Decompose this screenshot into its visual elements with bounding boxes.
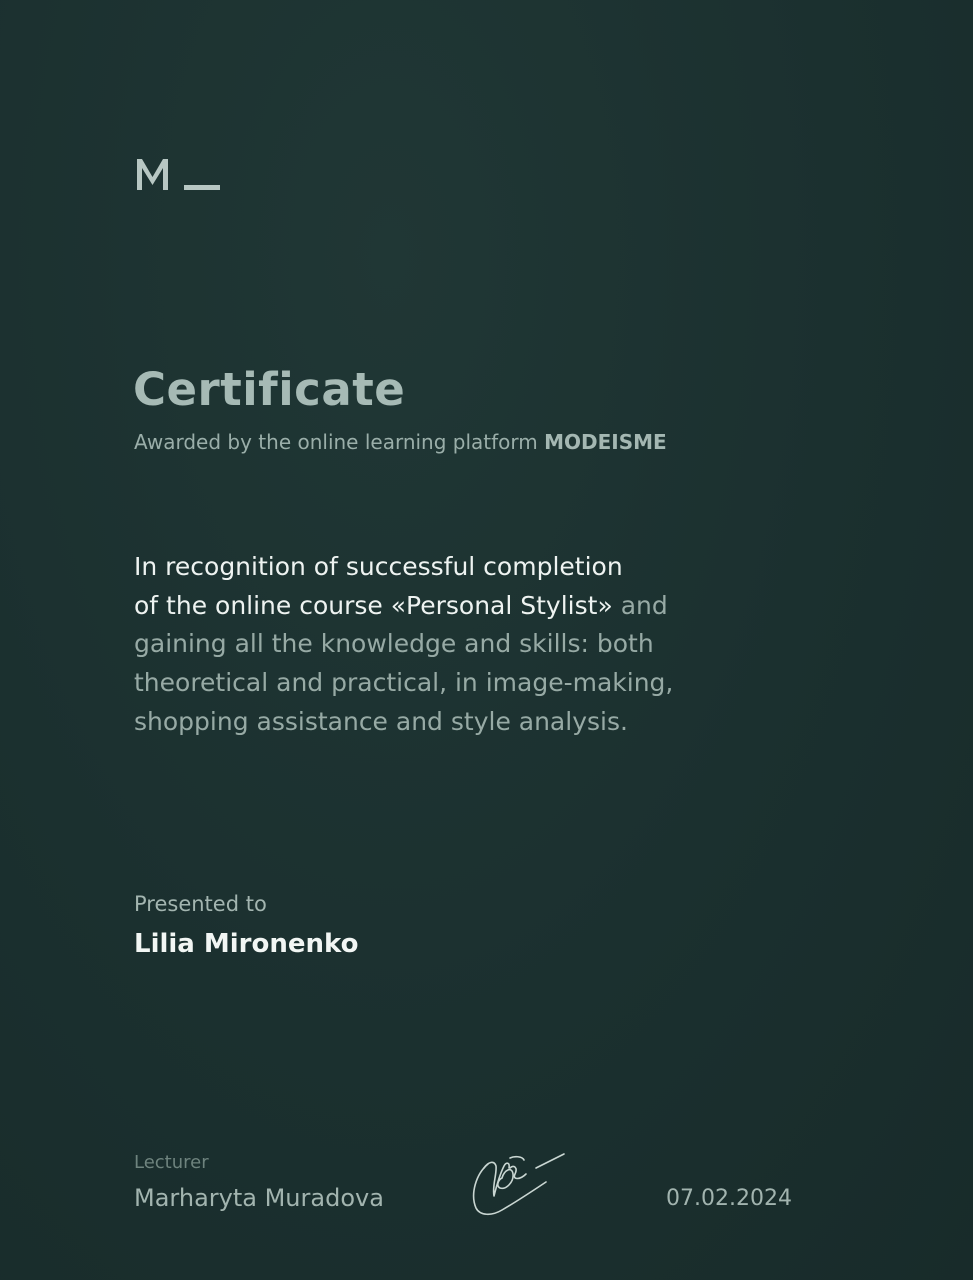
lecturer-signature: [466, 1146, 570, 1220]
certificate-title: Certificate: [133, 363, 406, 416]
certificate-subtitle: [134, 428, 667, 456]
lecturer-name: Marharyta Muradova: [134, 1184, 384, 1212]
presented-to-label: Presented to: [134, 892, 267, 916]
body-line-4: theoretical and practical, in image-making,: [134, 668, 674, 698]
modeisme-logo: [134, 150, 224, 198]
issue-date: 07.02.2024: [666, 1186, 792, 1211]
body-line-2: [134, 587, 774, 626]
course-name: of the online course «Personal Stylist»: [134, 590, 613, 620]
body-line-5: shopping assistance and style analysis.: [134, 706, 628, 736]
certificate-body-text: [134, 548, 774, 742]
body-line-1: In recognition of successful completion: [134, 552, 623, 581]
subtitle-text: Awarded by the online learning platform: [134, 430, 545, 454]
platform-brand-name: MODEISME: [544, 430, 667, 454]
body-line-2-rest: and: [612, 590, 668, 620]
recipient-name: Lilia Mironenko: [134, 929, 359, 959]
lecturer-label: Lecturer: [134, 1152, 209, 1173]
body-line-3: gaining all the knowledge and skills: both: [134, 629, 654, 659]
